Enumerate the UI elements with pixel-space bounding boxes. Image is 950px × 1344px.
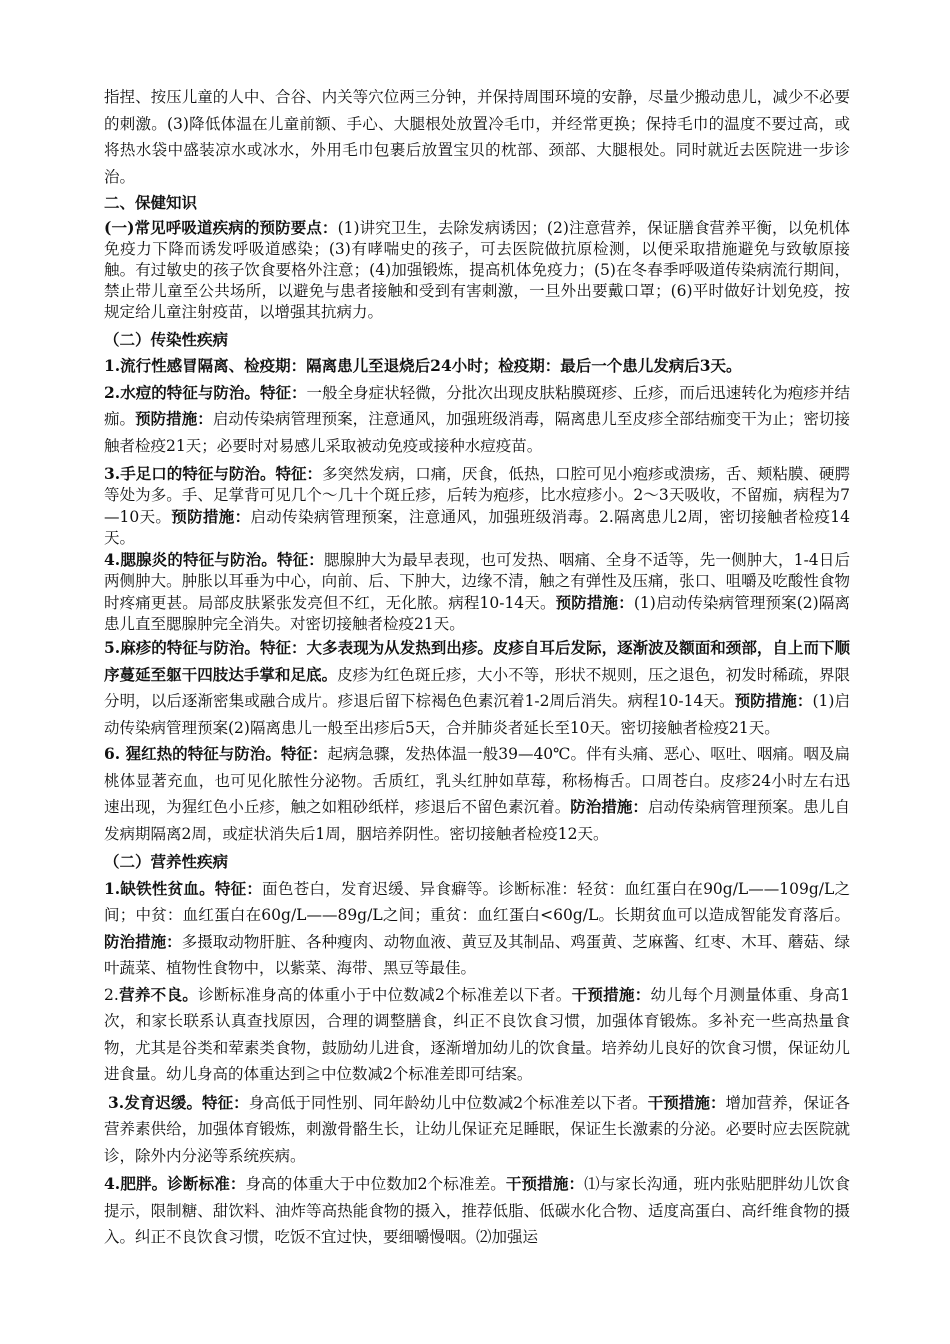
mumps-prevention: (1)启动传染病管理预案(2)隔离患儿直至腮腺肿完全消失。对密切接触者检疫21天。 [104, 594, 850, 633]
scarlet-fever-prevention: 启动传染病管理预案。患儿自发病期隔离2周，或症状消失后1周，胭培养阴性。密切接触者检疫12天。 [104, 798, 850, 843]
measles-prevention-label: 预防措施： [734, 691, 813, 710]
infectious-diseases-title: （二）传染性疾病 [104, 329, 229, 349]
scarlet-fever-prevention-label: 防治措施： [570, 797, 648, 816]
varicella-prevention: 启动传染病管理预案，注意通风，加强班级消毒，隔离患儿至皮疹全部结痂变干为止；密切接触者检疫21天；必要时对易感儿采取被动免疫或接种水痘疫苗。 [104, 410, 850, 455]
mumps-prevention-label: 预防措施： [555, 593, 634, 612]
nutritional-diseases-title: （二）营养性疾病 [104, 852, 229, 871]
mumps-features: 腮腺肿大为最早表现，也可发热、咽痛、全身不适等，先一侧肿大，1-4日后两侧肿大。肿胀以耳垂为中心，向前、后、下肿大，边缘不清，触之有弹性及压痛，张口、咀嚼及吃酸性食物时疼痛更甚。局部皮肤紧张发亮但不红，无化脓。病程10-14天。 [104, 551, 850, 612]
respiratory-prevention-text: (1)讲究卫生，去除发病诱因；(2)注意营养，保证膳食营养平衡，以免机体免疫力下降而诱发呼吸道感染；(3)有哮喘史的孩子，可去医院做抗原检测，以便采取措施避免与致敏原接触。有过敏史的孩子饮食要格外注意；(4)加强锻炼，提高机体免疫力；(5)在冬春季呼吸道传染病流行期间，禁止带儿童至公共场所，以避免与患者接触和受到有害刺激，一旦外出要戴口罩；(6)平时做好计划免疫，按规定给儿童注射疫苗，以增强其抗病力。 [104, 218, 851, 321]
hfmd-prevention-label: 预防措施： [171, 507, 251, 526]
respiratory-prevention-heading: (一)常见呼吸道疾病的预防要点： [104, 217, 338, 237]
varicella-paragraph [104, 380, 850, 460]
growth-retardation-intervention-label: 干预措施： [647, 1092, 726, 1112]
obesity-intervention: ⑴与家长沟通，班内张贴肥胖幼儿饮食提示，限制糖、甜饮料、油炸等高热能食物的摄入，推荐低脂、低碳水化合物、适度高蛋白、高纤维食物的摄入。纠正不良饮食习惯，吃饭不宜过快，要细嚼慢咽。⑵加强运 [104, 1175, 850, 1246]
malnutrition-intervention: 幼儿每个月测量体重、身高1次，和家长联系认真查找原因，合理的调整膳食，纠正不良饮食习惯，加强体育锻炼。多补充一些高热量食物，尤其是谷类和荤素类食物，鼓励幼儿进食，逐渐增加幼儿的饮食量。培养幼儿良好的饮食习惯，保证幼儿进食量。幼儿身高的体重达到≧中位数减2个标准差即可结案。 [104, 985, 850, 1083]
flu-paragraph: 1.流行性感冒隔离、检疫期：隔离患儿至退烧后24小时；检疫期：最后一个患儿发病后3天。 [104, 356, 742, 375]
varicella-prevention-label: 预防措施： [135, 409, 213, 428]
growth-retardation-paragraph [104, 1090, 850, 1170]
anemia-paragraph [104, 876, 850, 982]
varicella-features: 一般全身症状轻微，分批次出现皮肤粘膜斑疹、丘疹，而后迅速转化为疱疹并结痂。 [104, 383, 850, 428]
scarlet-fever-heading: 6. 猩红热的特征与防治。特征： [104, 744, 328, 763]
anemia-heading: 1.缺铁性贫血。特征： [104, 878, 263, 898]
measles-heading: 5.麻疹的特征与防治。特征：大多表现为从发热到出疹。皮疹自耳后发际，逐渐波及额面和颈部，自上而下顺序蔓延至躯干四肢达手掌和足底。 [104, 638, 850, 684]
malnutrition-heading: 营养不良。 [118, 984, 199, 1004]
malnutrition-paragraph [104, 982, 850, 1088]
hfmd-features: 多突然发病，口痛，厌食，低热，口腔可见小疱疹或溃疡，舌、颊粘膜、硬腭等处为多。手、足掌背可见几个～几十个斑丘疹，后转为疱疹，比水痘疹小。2～3天吸收，不留痂，病程为7—10天。 [104, 465, 850, 526]
obesity-intervention-label: 干预措施： [505, 1174, 585, 1193]
hfmd-prevention: 启动传染病管理预案，注意通风，加强班级消毒。2.隔离患儿2周，密切接触者检疫14天。 [104, 508, 850, 547]
growth-retardation-features: 身高低于同性别、同年龄幼儿中位数减2个标准差以下者。 [248, 1093, 648, 1112]
growth-retardation-heading: 3.发育迟缓。特征： [108, 1092, 249, 1112]
respiratory-prevention-paragraph [104, 217, 850, 323]
malnutrition-criteria: 诊断标准身高的体重小于中位数减2个标准差以下者。 [198, 985, 572, 1004]
mumps-heading: 4.腮腺炎的特征与防治。特征： [104, 550, 324, 569]
mumps-paragraph [104, 549, 850, 635]
malnutrition-number: 2. [104, 985, 119, 1004]
measles-prevention: (1)启动传染病管理预案(2)隔离患儿一般至出疹后5天，合并肺炎者延长至10天。密切接触者检疫21天。 [104, 692, 850, 737]
scarlet-fever-features: 起病急骤，发热体温一般39—40℃。伴有头痛、恶心、呕吐、咽痛。咽及扁桃体显著充血，也可见化脓性分泌物。舌质红，乳头红肿如草莓，称杨梅舌。口周苍白。皮疹24小时左右迅速出现，为猩红色小丘疹，触之如粗砂纸样，疹退后不留色素沉着。 [104, 745, 850, 816]
hfmd-heading: 3.手足口的特征与防治。特征： [104, 464, 323, 483]
intro-paragraph: 指捏、按压儿童的人中、合谷、内关等穴位两三分钟，并保持周围环境的安静，尽量少搬动患儿，减少不必要的刺激。(3)降低体温在儿童前额、手心、大腿根处放置冷毛巾，并经常更换；保持毛巾的温度不要过高，或将热水袋中盛装凉水或冰水，外用毛巾包裹后放置宝贝的枕部、颈部、大腿根处。同时就近去医院进一步诊治。 [104, 88, 850, 186]
anemia-prevention: 多摄取动物肝脏、各种瘦肉、动物血液、黄豆及其制品、鸡蛋黄、芝麻酱、红枣、木耳、蘑菇、绿叶蔬菜、植物性食物中，以紫菜、海带、黑豆等最佳。 [104, 932, 850, 977]
obesity-criteria: 身高的体重大于中位数加2个标准差。 [245, 1175, 506, 1193]
measles-features: 皮疹为红色斑丘疹，大小不等，形状不规则，压之退色，初发时稀疏，界限分明，以后逐渐密集或融合成片。疹退后留下棕褐色色素沉着1-2周后消失。病程10-14天。 [104, 665, 850, 710]
growth-retardation-intervention: 增加营养，保证各营养素供给，加强体育锻炼，刺激骨骼生长，让幼儿保证充足睡眠，保证生长激素的分泌。必要时应去医院就诊，除外内分泌等系统疾病。 [104, 1093, 850, 1165]
malnutrition-intervention-label: 干预措施： [571, 984, 651, 1004]
varicella-heading: 2.水痘的特征与防治。特征： [104, 382, 307, 402]
hfmd-paragraph [104, 463, 850, 549]
section-title-health: 二、保健知识 [104, 193, 198, 212]
measles-paragraph [104, 635, 850, 741]
scarlet-fever-paragraph [104, 741, 850, 847]
anemia-prevention-label: 防治措施： [104, 931, 182, 951]
obesity-paragraph [104, 1171, 850, 1251]
obesity-heading: 4.肥胖。诊断标准： [104, 1174, 246, 1193]
anemia-features: 面色苍白，发育迟缓、异食癖等。诊断标准：轻贫：血红蛋白在90g/L——109g/L之间；中贫：血红蛋白在60g/L——89g/L之间；重贫：血红蛋白<60g/L。长期贫血可以造成智能发育落后。 [104, 879, 850, 924]
